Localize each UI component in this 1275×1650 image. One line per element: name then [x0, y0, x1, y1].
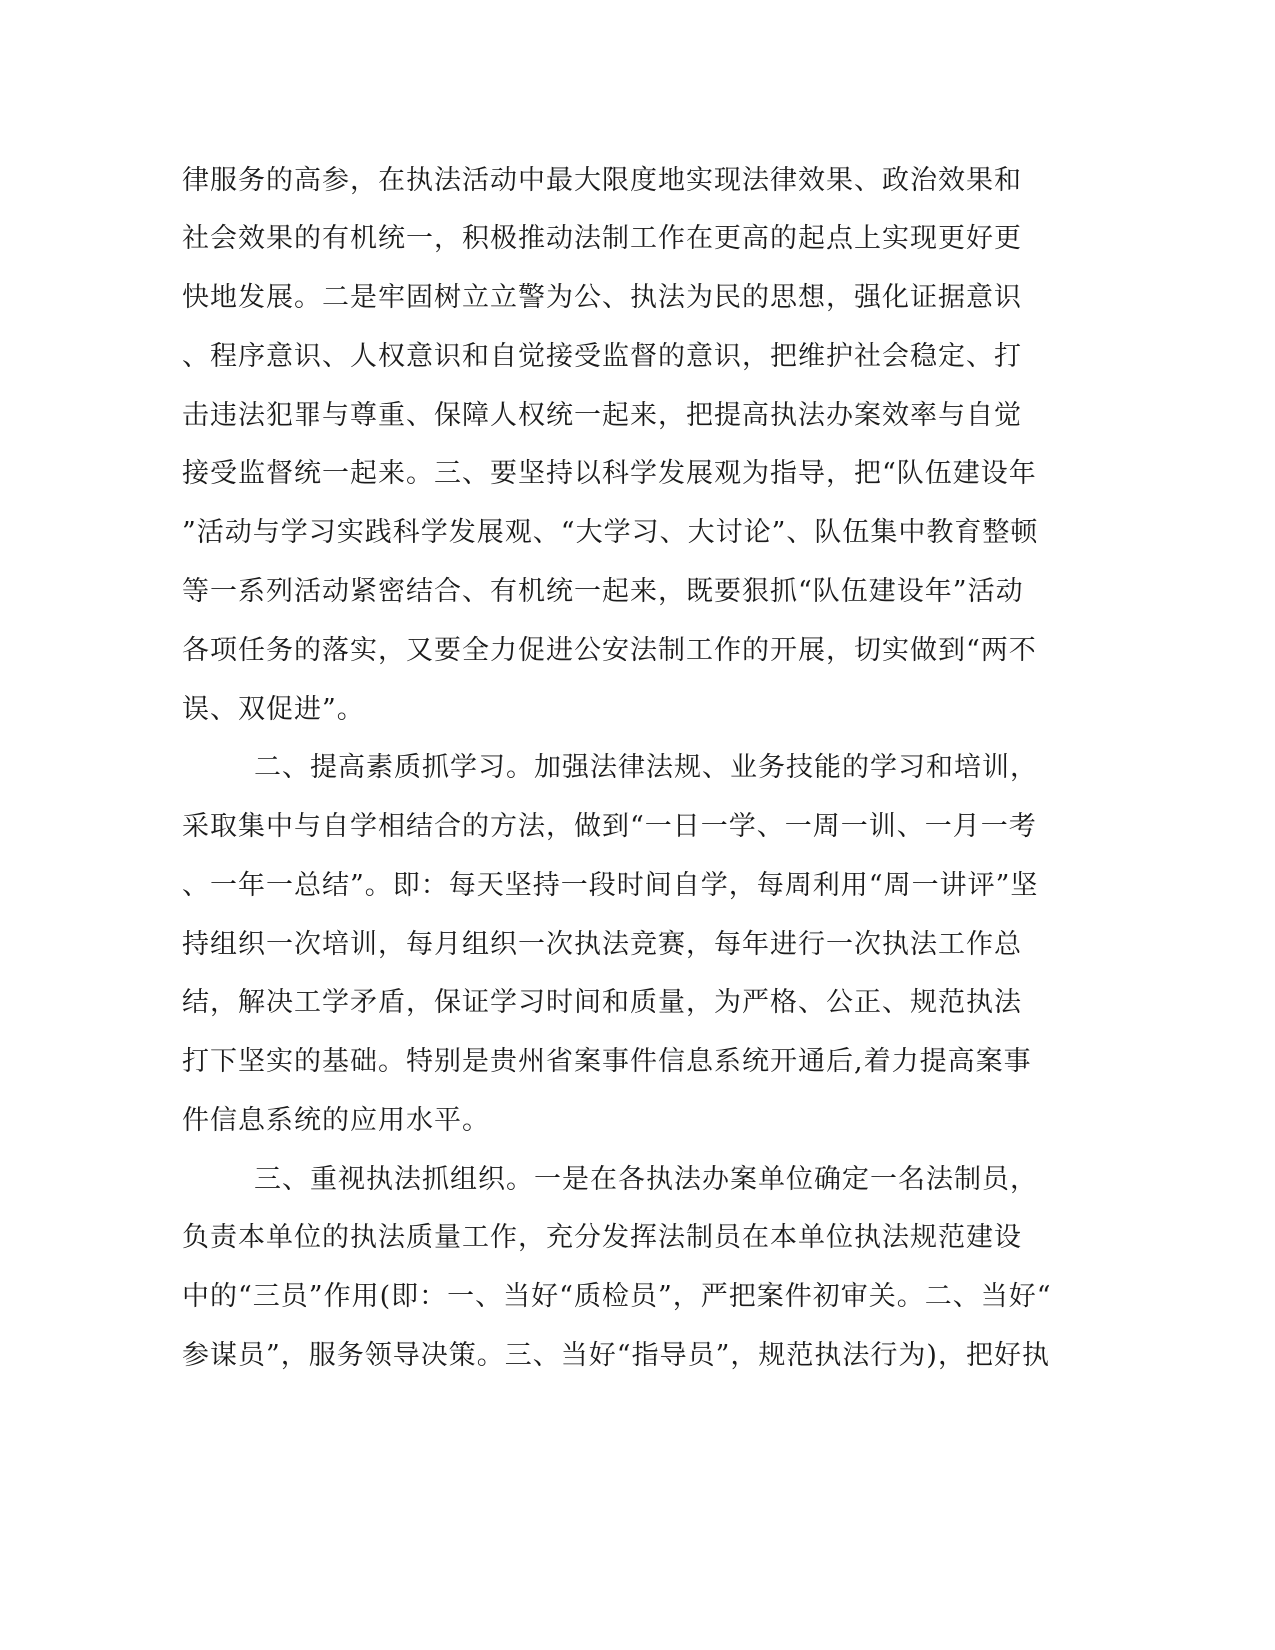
- text-line: 接受监督统一起来。三、要坚持以科学发展观为指导，把“队伍建设年: [182, 458, 1037, 489]
- text-line: 等一系列活动紧密结合、有机统一起来，既要狠抓“队伍建设年”活动: [182, 576, 1024, 607]
- text-line: 打下坚实的基础。特别是贵州省案事件信息系统开通后,着力提高案事: [182, 1046, 1032, 1077]
- text-line: 击违法犯罪与尊重、保障人权统一起来，把提高执法办案效率与自觉: [182, 400, 1022, 431]
- paragraph-start-line: 二、提高素质抓学习。加强法律法规、业务技能的学习和培训，: [254, 752, 1038, 783]
- text-line: 件信息系统的应用水平。: [182, 1105, 490, 1136]
- text-line: 误、双促进”。: [182, 694, 365, 725]
- text-line: 持组织一次培训，每月组织一次执法竞赛，每年进行一次执法工作总: [182, 929, 1022, 960]
- text-line: 结，解决工学矛盾，保证学习时间和质量，为严格、公正、规范执法: [182, 987, 1022, 1018]
- text-line: 快地发展。二是牢固树立立警为公、执法为民的思想，强化证据意识: [182, 282, 1022, 313]
- text-line: 中的“三员”作用(即：一、当好“质检员”，严把案件初审关。二、当好“: [182, 1281, 1052, 1312]
- text-line: 各项任务的落实，又要全力促进公安法制工作的开展，切实做到“两不: [182, 635, 1037, 666]
- text-line: 社会效果的有机统一，积极推动法制工作在更高的起点上实现更好更: [182, 223, 1022, 254]
- text-line: 、一年一总结”。即：每天坚持一段时间自学，每周利用“周一讲评”坚: [182, 870, 1039, 901]
- text-line: 律服务的高参，在执法活动中最大限度地实现法律效果、政治效果和: [182, 165, 1022, 196]
- text-line: 、程序意识、人权意识和自觉接受监督的意识，把维护社会稳定、打: [182, 341, 1022, 372]
- paragraph-start-line: 三、重视执法抓组织。一是在各执法办案单位确定一名法制员，: [254, 1164, 1038, 1195]
- text-line: 采取集中与自学相结合的方法，做到“一日一学、一周一训、一月一考: [182, 811, 1037, 842]
- text-line: 参谋员”，服务领导决策。三、当好“指导员”，规范执法行为)，把好执: [182, 1340, 1050, 1371]
- text-line: ”活动与学习实践科学发展观、“大学习、大讨论”、队伍集中教育整顿: [182, 517, 1039, 548]
- text-line: 负责本单位的执法质量工作，充分发挥法制员在本单位执法规范建设: [182, 1222, 1022, 1253]
